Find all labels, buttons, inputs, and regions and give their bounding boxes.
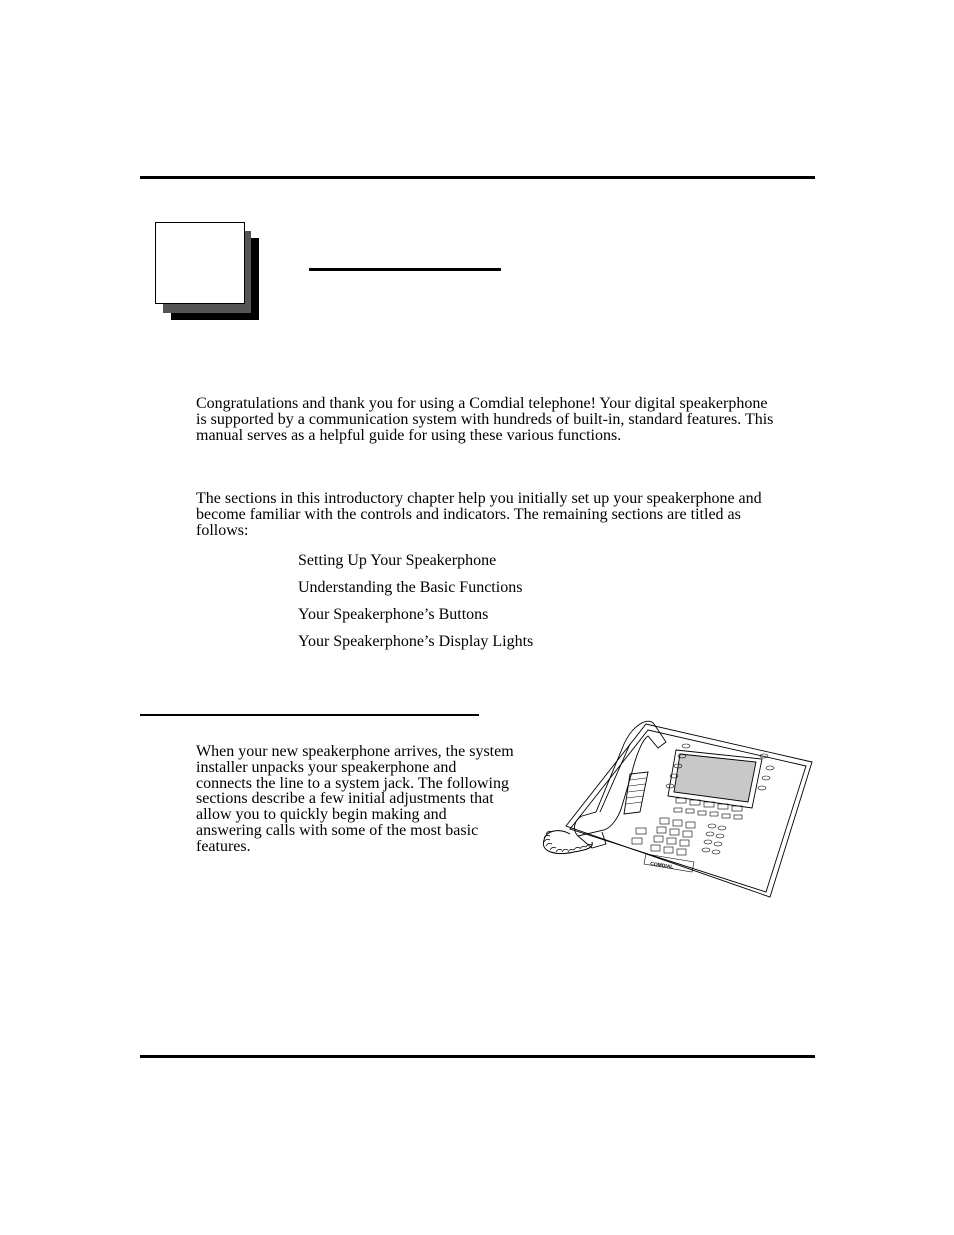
list-item: Understanding the Basic Functions: [298, 579, 523, 596]
top-rule: [140, 176, 815, 179]
chapter-title-rule: [309, 268, 501, 271]
speakerphone-illustration-icon: [536, 716, 814, 900]
intro-paragraph-2: The sections in this introductory chapter help you initially set up your speakerphone and become familiar with the controls and indicators. The remaining sections are titled as follows:: [196, 490, 762, 539]
list-item: Setting Up Your Speakerphone: [298, 552, 497, 569]
section-heading-rule: [140, 714, 479, 716]
section-list: [298, 553, 533, 661]
bottom-rule: [140, 1055, 815, 1058]
setup-paragraph: When your new speakerphone arrives, the system installer unpacks your speakerphone and connects the line to a system jack. The following sections describe a few initial adjustments that allow you to quickly begin making and answering calls with some of the most basic features.: [196, 743, 514, 855]
list-item: Your Speakerphone’s Display Lights: [298, 633, 534, 650]
intro-paragraph-1: Congratulations and thank you for using a Comdial telephone! Your digital speakerphone is supported by a communication system with hundreds of built-in, standard features. This manual serves as a helpful guide for using these various functions.: [196, 395, 774, 444]
chapter-tab-icon: [155, 222, 261, 322]
logo-text: COMDIAL: [649, 861, 674, 871]
list-item: Your Speakerphone’s Buttons: [298, 606, 489, 623]
